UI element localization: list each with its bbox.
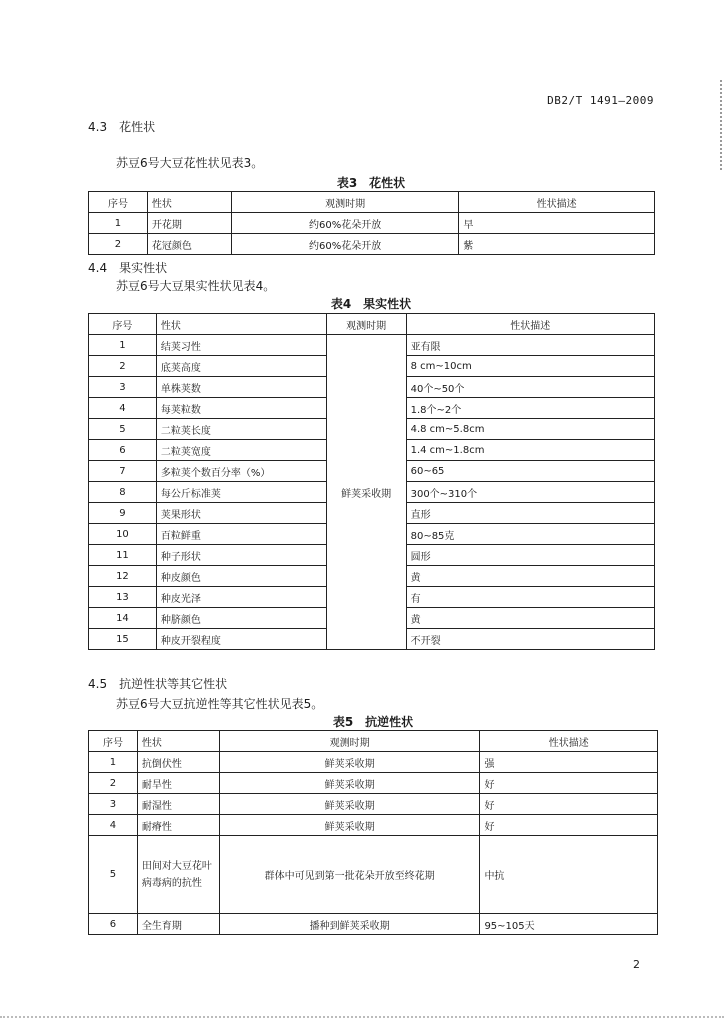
page-number: 2 <box>633 958 640 971</box>
cell-index: 6 <box>89 914 138 935</box>
column-header: 序号 <box>89 192 148 213</box>
section-heading-4-3: 4.3 花性状 <box>88 120 156 134</box>
cell-index: 1 <box>89 335 157 356</box>
cell-trait: 耐湿性 <box>137 794 219 815</box>
cell-index: 5 <box>89 419 157 440</box>
cell-description: 4.8 cm~5.8cm <box>406 419 654 440</box>
cell-index: 2 <box>89 356 157 377</box>
cell-description: 直形 <box>406 503 654 524</box>
table-header-row <box>89 314 655 335</box>
section-heading-4-5: 4.5 抗逆性状等其它性状 <box>88 677 228 691</box>
cell-period: 群体中可见到第一批花朵开放至终花期 <box>219 836 480 914</box>
cell-index: 15 <box>89 629 157 650</box>
cell-index: 4 <box>89 815 138 836</box>
cell-period: 约60%花朵开放 <box>231 234 459 255</box>
column-header: 序号 <box>89 314 157 335</box>
table-caption-4: 表4 果实性状 <box>330 297 412 311</box>
section-intro-4-5: 苏豆6号大豆抗逆性等其它性状见表5。 <box>116 697 324 711</box>
column-header: 性状描述 <box>406 314 654 335</box>
cell-description: 1.8个~2个 <box>406 398 654 419</box>
cell-index: 3 <box>89 377 157 398</box>
scan-bottom-edge <box>0 1016 724 1024</box>
cell-trait: 多粒荚个数百分率（%） <box>156 461 326 482</box>
cell-trait: 底荚高度 <box>156 356 326 377</box>
cell-description: 好 <box>480 794 658 815</box>
cell-index: 5 <box>89 836 138 914</box>
cell-period: 鲜荚采收期 <box>219 815 480 836</box>
section-intro-4-3: 苏豆6号大豆花性状见表3。 <box>116 156 264 170</box>
cell-description: 300个~310个 <box>406 482 654 503</box>
table-row <box>89 773 658 794</box>
cell-trait: 花冠颜色 <box>147 234 231 255</box>
cell-description: 黄 <box>406 566 654 587</box>
cell-description: 强 <box>480 752 658 773</box>
cell-trait: 开花期 <box>147 213 231 234</box>
cell-trait: 结荚习性 <box>156 335 326 356</box>
table-row <box>89 213 655 234</box>
cell-description: 有 <box>406 587 654 608</box>
table-header-row <box>89 731 658 752</box>
table-caption-5: 表5 抗逆性状 <box>332 715 414 729</box>
cell-period-merged: 鲜荚采收期 <box>326 335 406 650</box>
cell-trait: 种皮开裂程度 <box>156 629 326 650</box>
column-header: 观测时期 <box>219 731 480 752</box>
cell-trait: 田间对大豆花叶病毒病的抗性 <box>137 836 219 914</box>
table-row <box>89 234 655 255</box>
table-row <box>89 914 658 935</box>
cell-index: 7 <box>89 461 157 482</box>
cell-trait: 每荚粒数 <box>156 398 326 419</box>
cell-period: 鲜荚采收期 <box>219 794 480 815</box>
cell-description: 紫 <box>459 234 655 255</box>
section-intro-4-4: 苏豆6号大豆果实性状见表4。 <box>116 279 276 293</box>
cell-trait: 全生育期 <box>137 914 219 935</box>
cell-index: 12 <box>89 566 157 587</box>
column-header: 性状 <box>137 731 219 752</box>
cell-trait: 种脐颜色 <box>156 608 326 629</box>
cell-description: 早 <box>459 213 655 234</box>
cell-trait: 抗倒伏性 <box>137 752 219 773</box>
section-heading-4-4: 4.4 果实性状 <box>88 261 168 275</box>
column-header: 性状 <box>147 192 231 213</box>
cell-trait: 二粒荚长度 <box>156 419 326 440</box>
cell-description: 不开裂 <box>406 629 654 650</box>
column-header: 性状描述 <box>459 192 655 213</box>
column-header: 观测时期 <box>231 192 459 213</box>
cell-index: 9 <box>89 503 157 524</box>
document-code: DB2/T 1491—2009 <box>547 94 654 107</box>
column-header: 序号 <box>89 731 138 752</box>
cell-description: 圆形 <box>406 545 654 566</box>
cell-description: 95~105天 <box>480 914 658 935</box>
cell-description: 40个~50个 <box>406 377 654 398</box>
cell-description: 60~65 <box>406 461 654 482</box>
cell-trait: 每公斤标准荚 <box>156 482 326 503</box>
cell-index: 2 <box>89 773 138 794</box>
column-header: 性状 <box>156 314 326 335</box>
table-5-stress-traits <box>88 730 658 935</box>
table-row <box>89 752 658 773</box>
cell-description: 好 <box>480 815 658 836</box>
scan-edge-marks <box>720 80 724 170</box>
cell-trait: 单株荚数 <box>156 377 326 398</box>
cell-index: 1 <box>89 213 148 234</box>
table-header-row <box>89 192 655 213</box>
column-header: 观测时期 <box>326 314 406 335</box>
cell-description: 80~85克 <box>406 524 654 545</box>
cell-trait: 二粒荚宽度 <box>156 440 326 461</box>
cell-index: 11 <box>89 545 157 566</box>
cell-description: 8 cm~10cm <box>406 356 654 377</box>
cell-index: 8 <box>89 482 157 503</box>
table-4-fruit-traits <box>88 313 655 650</box>
cell-period: 鲜荚采收期 <box>219 773 480 794</box>
cell-trait: 种子形状 <box>156 545 326 566</box>
column-header: 性状描述 <box>480 731 658 752</box>
cell-period: 约60%花朵开放 <box>231 213 459 234</box>
cell-index: 1 <box>89 752 138 773</box>
table-row <box>89 815 658 836</box>
cell-description: 1.4 cm~1.8cm <box>406 440 654 461</box>
cell-index: 13 <box>89 587 157 608</box>
cell-description: 中抗 <box>480 836 658 914</box>
cell-description: 好 <box>480 773 658 794</box>
cell-trait: 耐瘠性 <box>137 815 219 836</box>
table-row <box>89 335 655 356</box>
cell-trait: 种皮光泽 <box>156 587 326 608</box>
cell-index: 10 <box>89 524 157 545</box>
cell-trait: 耐旱性 <box>137 773 219 794</box>
cell-index: 14 <box>89 608 157 629</box>
cell-trait: 百粒鲜重 <box>156 524 326 545</box>
cell-period: 播种到鲜荚采收期 <box>219 914 480 935</box>
table-row <box>89 836 658 914</box>
cell-description: 黄 <box>406 608 654 629</box>
table-3-flower-traits <box>88 191 655 255</box>
cell-index: 4 <box>89 398 157 419</box>
table-row <box>89 794 658 815</box>
cell-description: 亚有限 <box>406 335 654 356</box>
cell-period: 鲜荚采收期 <box>219 752 480 773</box>
cell-index: 6 <box>89 440 157 461</box>
cell-index: 3 <box>89 794 138 815</box>
cell-trait: 种皮颜色 <box>156 566 326 587</box>
table-caption-3: 表3 花性状 <box>336 176 406 190</box>
cell-trait: 荚果形状 <box>156 503 326 524</box>
cell-index: 2 <box>89 234 148 255</box>
